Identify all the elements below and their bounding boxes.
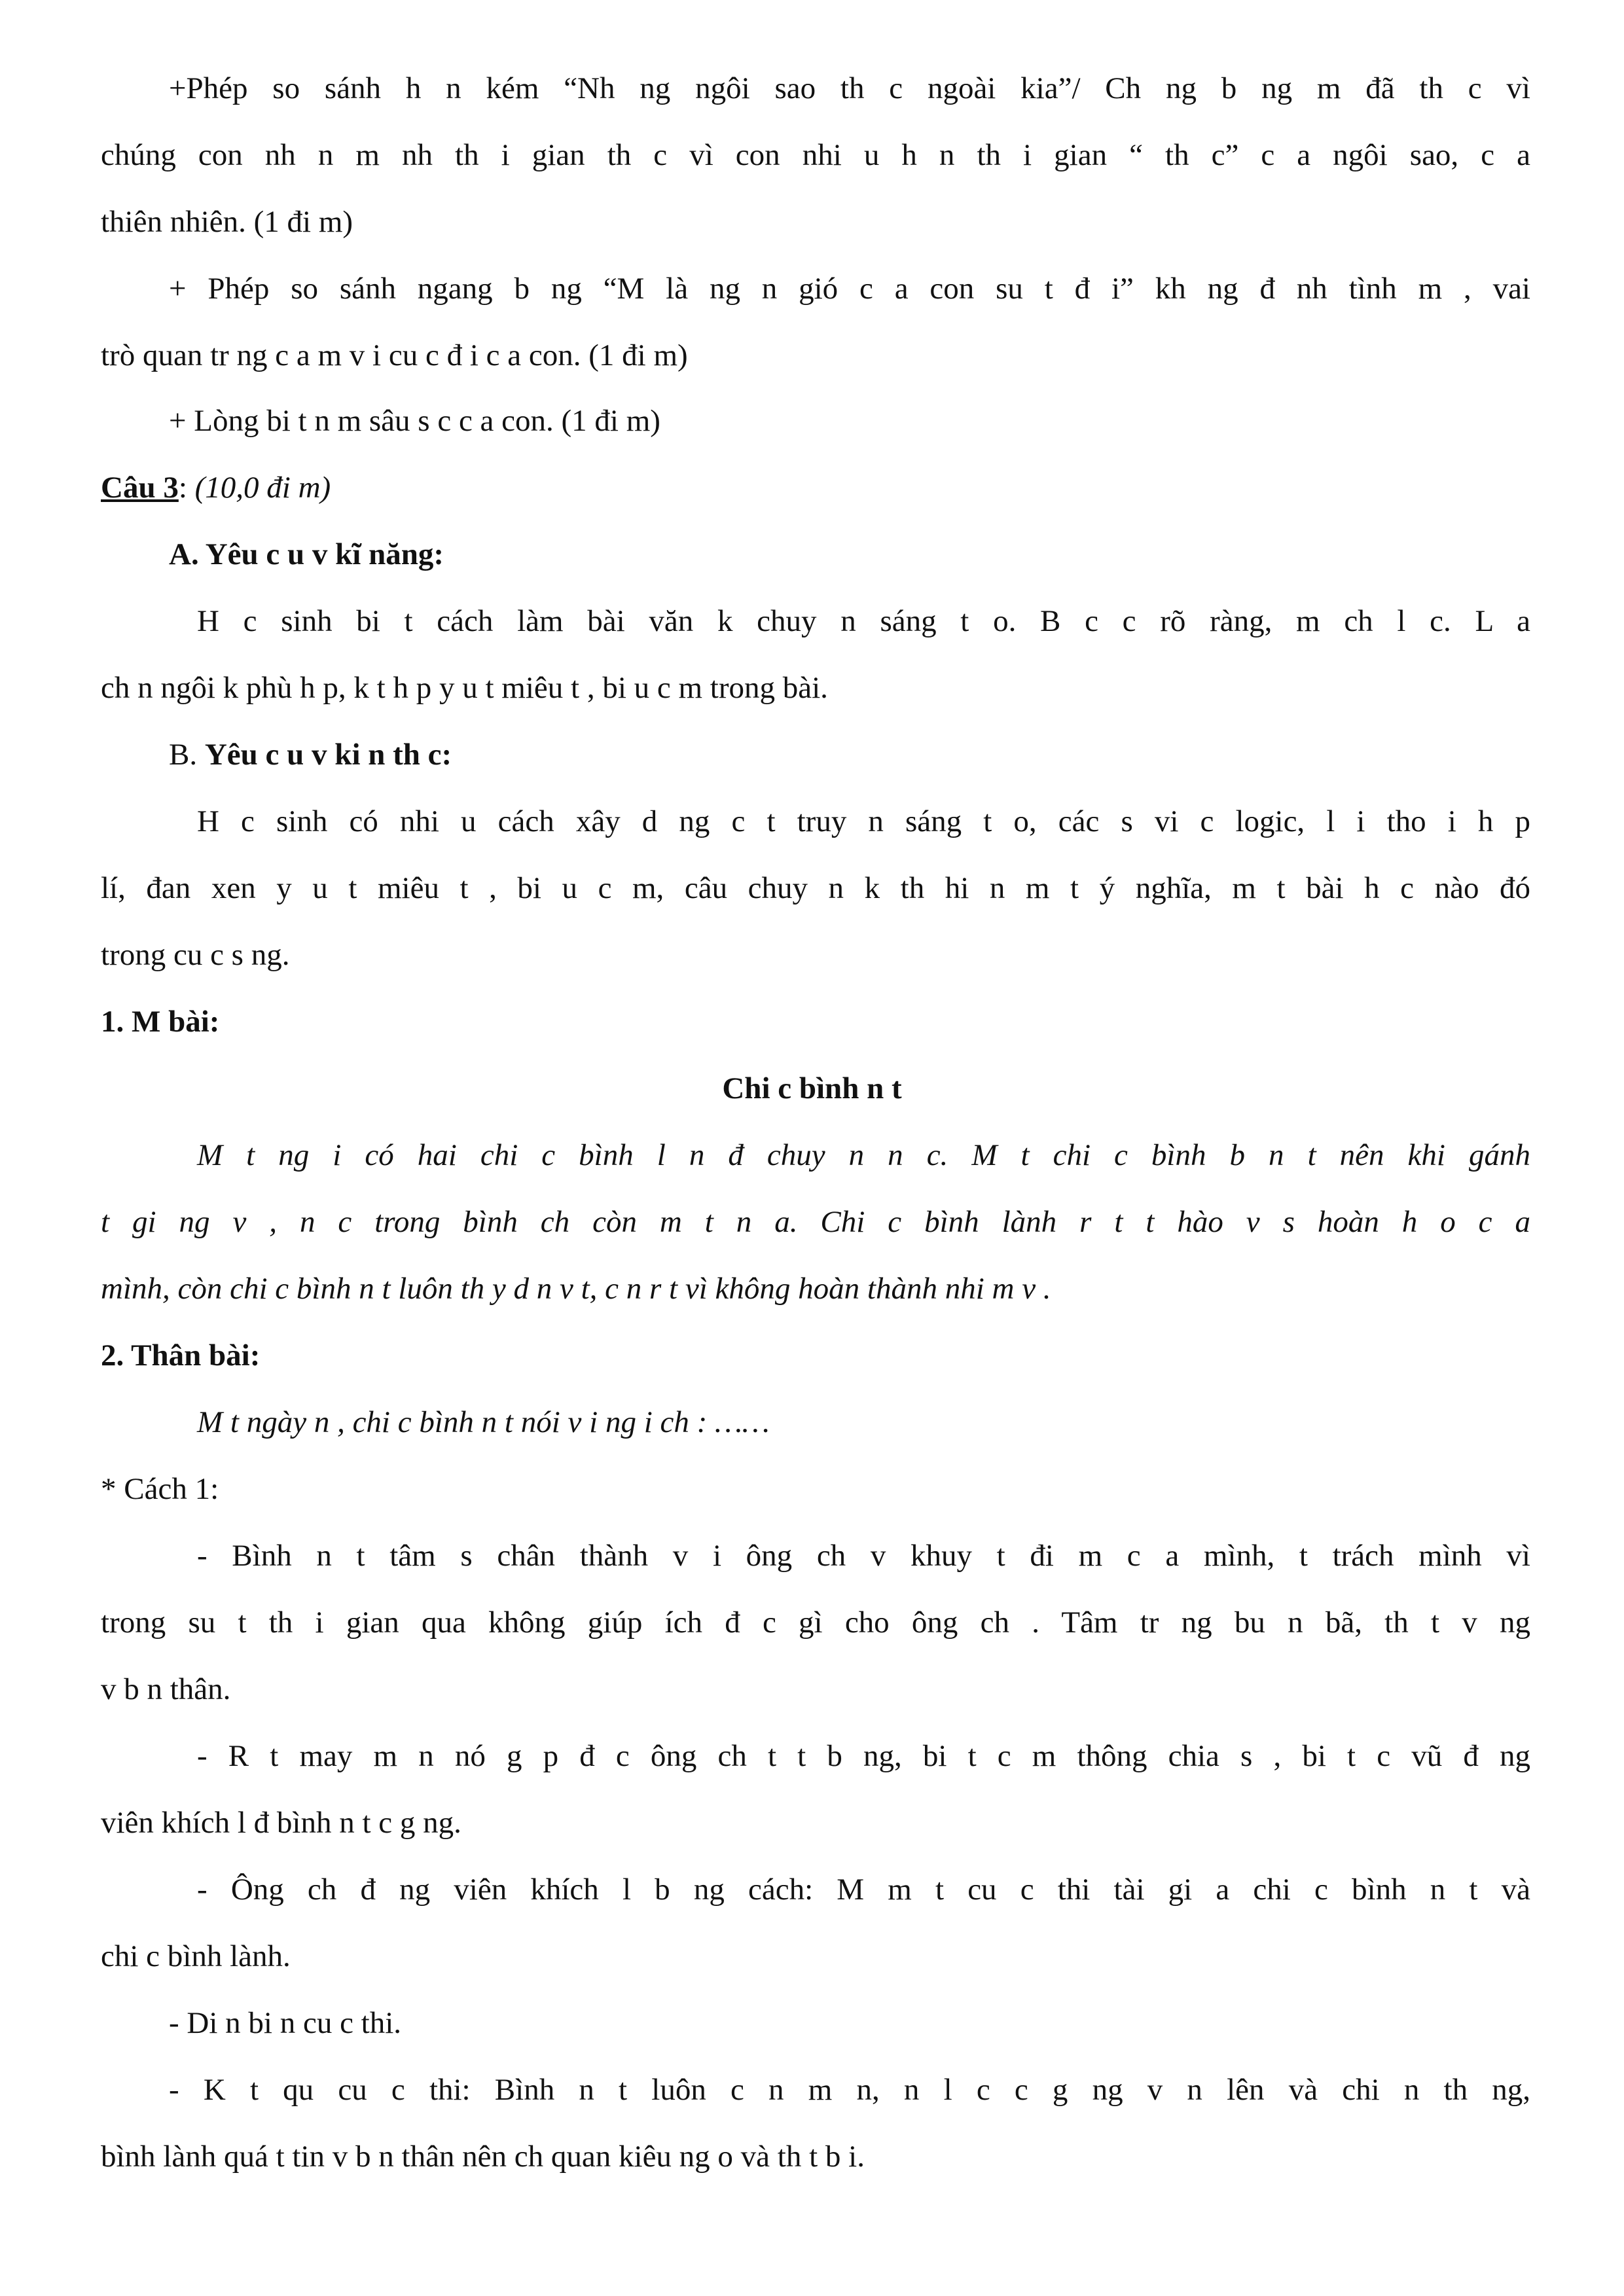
text-line: trò quan tr ng c a m v i cu c đ i c a con. (1 đi m) xyxy=(101,338,688,372)
section-heading: A. Yêu c u v kĩ năng: xyxy=(169,537,444,571)
text-line: trong cu c s ng. xyxy=(101,938,290,972)
section-heading xyxy=(169,740,452,770)
text-line: ch n ngôi k phù h p, k t h p y u t miêu t , bi u c m trong bài. xyxy=(101,671,828,705)
text-line: lí, đan xen y u t miêu t , bi u c m, câu chuy n k th hi n m t ý nghĩa, m t bài h c nào đó xyxy=(101,871,1530,905)
question-heading xyxy=(101,473,331,503)
text-line: t gi ng v , n c trong bình ch còn m t n a. Chi c bình lành r t t hào v s hoàn h o c a xyxy=(101,1205,1530,1239)
part-heading: 1. M bài: xyxy=(101,1005,220,1039)
text-line: + Lòng bi t n m sâu s c c a con. (1 đi m) xyxy=(169,404,660,438)
text-line: chi c bình lành. xyxy=(101,1939,291,1973)
text-line: - Ông ch đ ng viên khích l b ng cách: M m t cu c thi tài gi a chi c bình n t và xyxy=(197,1873,1530,1907)
question-points: (10,0 đi m) xyxy=(194,471,331,505)
text-line: bình lành quá t tin v b n thân nên ch quan kiêu ng o và th t b i. xyxy=(101,2140,865,2174)
question-colon: : xyxy=(178,471,195,505)
text-line: - R t may m n nó g p đ c ông ch t t b ng, bi t c m thông chia s , bi t c vũ đ ng xyxy=(197,1739,1530,1773)
text-line: M t ngày n , chi c bình n t nói v i ng i ch : …… xyxy=(197,1405,770,1439)
question-label: Câu 3 xyxy=(101,471,179,505)
text-line: thiên nhiên. (1 đi m) xyxy=(101,205,353,239)
text-line: v b n thân. xyxy=(101,1672,231,1706)
section-letter: B. xyxy=(169,738,205,772)
text-line: - Bình n t tâm s chân thành v i ông ch v khuy t đi m c a mình, t trách mình vì xyxy=(197,1539,1530,1573)
text-line: - Di n bi n cu c thi. xyxy=(169,2006,402,2040)
text-line: +Phép so sánh h n kém “Nh ng ngôi sao th c ngoài kia”/ Ch ng b ng m đã th c vì xyxy=(169,71,1530,105)
text-line: viên khích l đ bình n t c g ng. xyxy=(101,1806,461,1840)
part-heading: 2. Thân bài: xyxy=(101,1338,261,1372)
text-line: H c sinh bi t cách làm bài văn k chuy n sáng t o. B c c rõ ràng, m ch l c. L a xyxy=(197,604,1530,638)
section-title: Yêu c u v ki n th c: xyxy=(204,738,452,772)
text-line: trong su t th i gian qua không giúp ích đ c gì cho ông ch . Tâm tr ng bu n bã, th t v ng xyxy=(101,1605,1530,1640)
story-title: Chi c bình n t xyxy=(722,1071,902,1105)
text-line: H c sinh có nhi u cách xây d ng c t truy n sáng t o, các s vi c logic, l i tho i h p xyxy=(197,804,1530,838)
text-line: M t ng i có hai chi c bình l n đ chuy n n c. M t chi c bình b n t nên khi gánh xyxy=(197,1138,1530,1172)
text-line: mình, còn chi c bình n t luôn th y d n v t, c n r t vì không hoàn thành nhi m v . xyxy=(101,1272,1051,1306)
text-line: - K t qu cu c thi: Bình n t luôn c n m n, n l c c g ng v n lên và chi n th ng, xyxy=(169,2073,1530,2107)
text-line: + Phép so sánh ngang b ng “M là ng n gió c a con su t đ i” kh ng đ nh tình m , vai xyxy=(169,272,1530,306)
text-line: * Cách 1: xyxy=(101,1472,219,1506)
text-line: chúng con nh n m nh th i gian th c vì con nhi u h n th i gian “ th c” c a ngôi sao, c a xyxy=(101,138,1530,172)
